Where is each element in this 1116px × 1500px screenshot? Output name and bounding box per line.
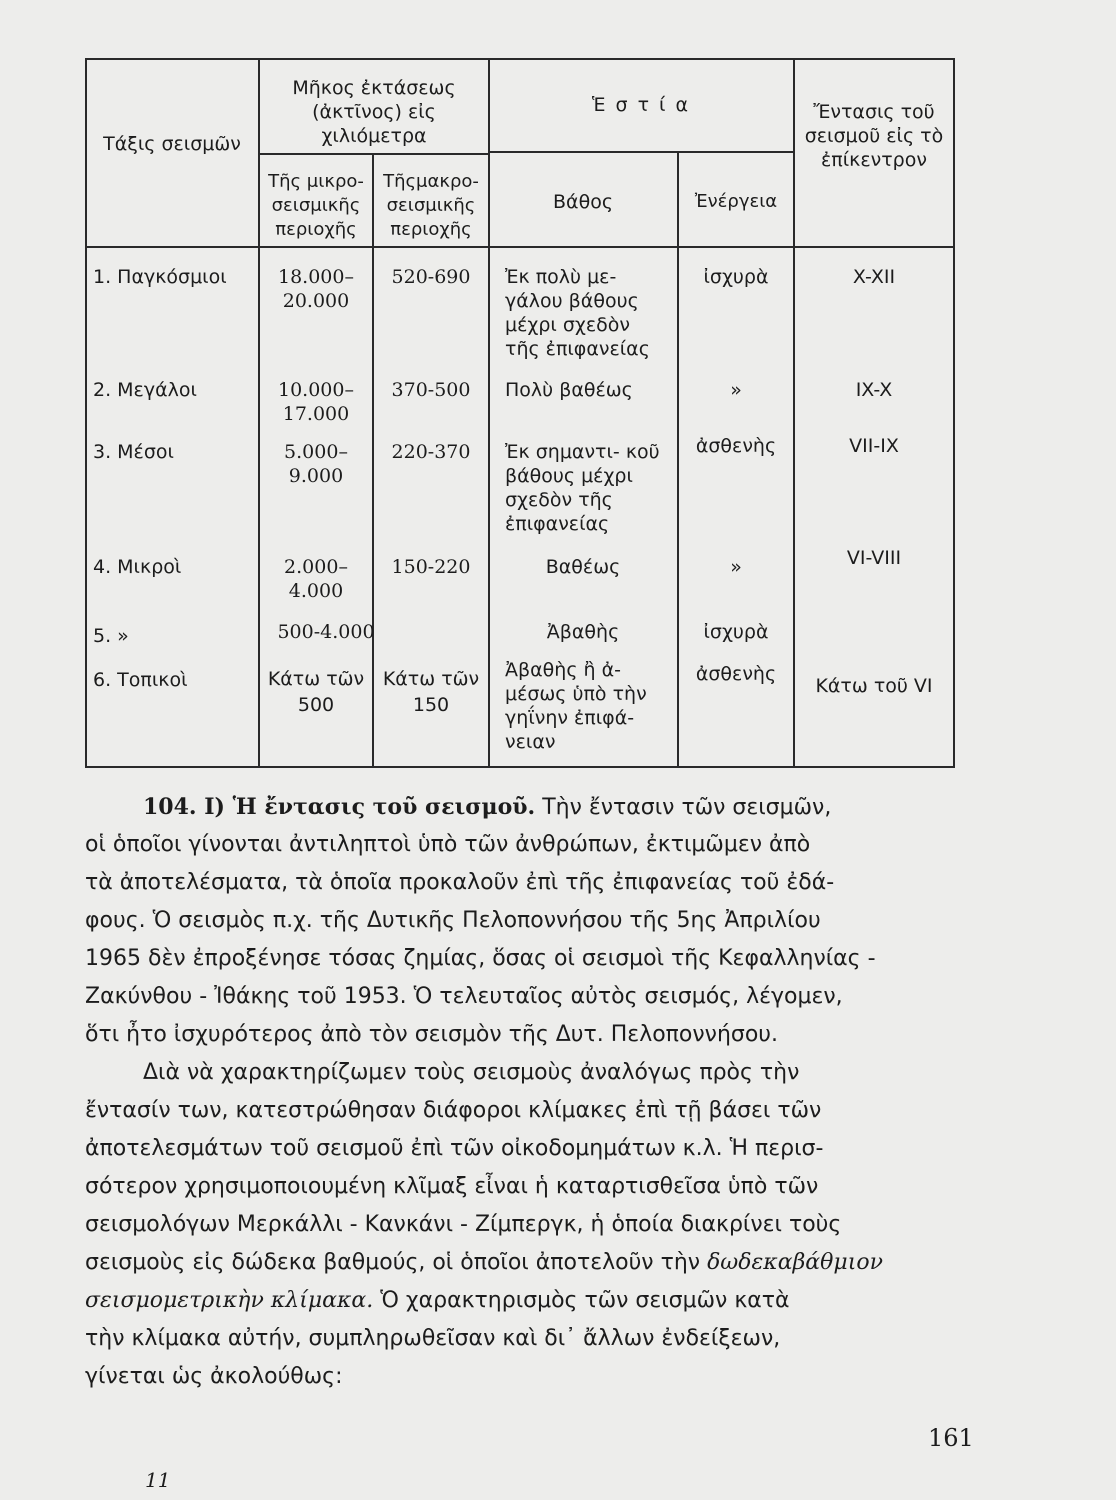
table-bottom-border: [85, 766, 955, 768]
paragraph-2-line-4: σότερον χρησιμοποιουμένη κλῖμαξ εἶναι ἡ καταρτισθεῖσα ὑπὸ τῶν: [85, 1174, 819, 1199]
paragraph-1-line-3: τὰ ἀποτελέσματα, τὰ ὁποῖα προκαλοῦν ἐπὶ τῆς ἐπιφανείας τοῦ ἐδά-: [85, 870, 835, 895]
row-2-entasis: IX-X: [855, 379, 893, 401]
row-5-vathos: Ἀβαθὴς: [546, 621, 620, 643]
table-right-border: [953, 58, 955, 768]
header-mikos: Μῆκος ἐκτάσεως (ἀκτῖνος) εἰς χιλιόμετρα: [292, 77, 456, 147]
row-2-vathos: Πολὺ βαθέως: [505, 379, 633, 401]
paragraph-1-line-4: φους. Ὁ σεισμὸς π.χ. τῆς Δυτικῆς Πελοποννήσου τῆς 5ης Ἀπριλίου: [85, 908, 821, 933]
paragraph-2-line-8: τὴν κλίμακα αὐτήν, συμπληρωθεῖσαν καὶ δι᾽ ἄλλων ἐνδείξεων,: [85, 1326, 781, 1351]
row-4-mikro: 2.000– 4.000: [284, 556, 348, 602]
paragraph-2-line-6: [85, 1244, 975, 1282]
row-3-vathos: Ἐκ σημαντι- κοῦ βάθους μέχρι σχεδὸν τῆς ἐπιφανείας: [505, 441, 660, 535]
col-line-4: [677, 153, 679, 768]
row-1-taxis: 1. Παγκόσμιοι: [93, 266, 227, 288]
section-heading: 104. I) Ἡ ἔντασις τοῦ σεισμοῦ.: [143, 794, 536, 820]
row-1-energeia: ἰσχυρὰ: [703, 266, 769, 288]
page-number: 161: [928, 1424, 974, 1452]
paragraph-2-line-5: σεισμολόγων Μερκάλλι - Κανκάνι - Ζίμπεργκ, ἡ ὁποία διακρίνει τοὺς: [85, 1212, 842, 1237]
col-line-1: [258, 58, 260, 768]
paragraph-1-line-7: ὅτι ἦτο ἰσχυρότερος ἀπὸ τὸν σεισμὸν τῆς Δυτ. Πελοποννήσου.: [85, 1022, 779, 1047]
row-1-vathos: Ἐκ πολὺ με- γάλου βάθους μέχρι σχεδὸν τῆς ἐπιφανείας: [505, 266, 650, 360]
paragraph-1-text-start: Τὴν ἔντασιν τῶν σεισμῶν,: [542, 795, 832, 820]
paragraph-2-line-1: Διὰ νὰ χαρακτηρίζωμεν τοὺς σεισμοὺς ἀναλόγως πρὸς τὴν: [143, 1060, 800, 1085]
row-3-taxis: 3. Μέσοι: [93, 441, 174, 463]
paragraph-1-line-6: Ζακύνθου - Ἰθάκης τοῦ 1953. Ὁ τελευταῖος αὐτὸς σεισμός, λέγομεν,: [85, 984, 843, 1009]
paragraph-2-line-7: [85, 1282, 975, 1320]
row-6-vathos: Ἀβαθὴς ἢ ἀ- μέσως ὑπὸ τὴν γηΐνην ἐπιφά- νειαν: [505, 659, 647, 753]
italic-term-dodekavathmion: δωδεκαβάθμιον: [707, 1250, 883, 1275]
row-6-energeia: ἀσθενὴς: [695, 663, 777, 685]
header-entasis: Ἔντασις τοῦ σεισμοῦ εἰς τὸ ἐπίκεντρον: [804, 101, 944, 171]
row-4-makro: 150-220: [391, 556, 471, 578]
seismic-classes-table: [85, 58, 955, 768]
row-5-taxis: 5. »: [93, 625, 129, 647]
paragraph-1-line-1: [85, 788, 975, 826]
row-6-makro: Κάτω τῶν 150: [382, 668, 480, 716]
row-1-entasis: X-XII: [852, 266, 896, 288]
row-2-mikro: 10.000– 17.000: [278, 379, 354, 425]
row-3-makro: 220-370: [391, 441, 471, 463]
row-5-energeia: ἰσχυρὰ: [703, 621, 769, 643]
header-estia: Ἑ σ τ ί α: [591, 94, 691, 116]
header-taxis: Τάξις σεισμῶν: [103, 133, 241, 155]
mikos-subheader-line: [258, 153, 490, 155]
paragraph-2-line-3: ἀποτελεσμάτων τοῦ σεισμοῦ ἐπὶ τῶν οἰκοδομημάτων κ.λ. Ἡ περισ-: [85, 1136, 824, 1161]
col-line-2: [372, 153, 374, 768]
estia-subheader-line: [488, 151, 795, 153]
table-left-border: [85, 58, 87, 768]
paragraph-1-line-5: 1965 δὲν ἐπροξένησε τόσας ζημίας, ὅσας οἱ σεισμοὶ τῆς Κεφαλληνίας -: [85, 946, 876, 971]
paragraph-scale: [85, 1054, 975, 1396]
row-4-vathos: Βαθέως: [545, 556, 621, 578]
header-separator: [85, 246, 955, 248]
paragraph-2-line-7-text: Ὁ χαρακτηρισμὸς τῶν σεισμῶν κατὰ: [380, 1288, 790, 1313]
signature-mark: 11: [145, 1468, 171, 1492]
row-2-energeia: »: [730, 379, 742, 401]
row-2-taxis: 2. Μεγάλοι: [93, 379, 197, 401]
row-1-mikro: 18.000– 20.000: [278, 266, 354, 312]
paragraph-2-line-9: γίνεται ὡς ἀκολούθως:: [85, 1364, 343, 1389]
row-3-energeia: ἀσθενὴς: [695, 435, 777, 457]
italic-term-seismometric-scale: σεισμομετρικὴν κλίμακα.: [85, 1288, 374, 1313]
header-vathos: Βάθος: [553, 191, 613, 213]
table-top-border: [85, 58, 955, 60]
row-5-mikro: 500-4.000: [277, 621, 375, 643]
row-2-makro: 370-500: [391, 379, 471, 401]
row-3-entasis: VII-IX: [849, 435, 899, 457]
row-6-mikro: Κάτω τῶν 500: [267, 668, 365, 716]
row-3-mikro: 5.000– 9.000: [284, 441, 348, 487]
row-1-makro: 520-690: [391, 266, 471, 288]
row-6-taxis: 6. Τοπικοὶ: [93, 669, 188, 691]
row-6-entasis: Κάτω τοῦ VI: [815, 675, 933, 697]
paragraph-1-line-2: οἱ ὁποῖοι γίνονται ἀντιληπτοὶ ὑπὸ τῶν ἀνθρώπων, ἐκτιμῶμεν ἀπὸ: [85, 832, 811, 857]
row-4-taxis: 4. Μικροὶ: [93, 556, 182, 578]
paragraph-2-line-2: ἔντασίν των, κατεστρώθησαν διάφοροι κλίμακες ἐπὶ τῇ βάσει τῶν: [85, 1098, 822, 1123]
header-mikro: Τῆς μικρο- σεισμικῆς περιοχῆς: [268, 171, 364, 240]
paragraph-intensity: [85, 788, 975, 1054]
col-line-5: [793, 58, 795, 768]
col-line-3: [488, 58, 490, 768]
row-4-entasis: VI-VIII: [846, 547, 902, 569]
row-4-energeia: »: [730, 556, 742, 578]
header-makro: Τῆςμακρο- σεισμικῆς περιοχῆς: [383, 171, 479, 240]
header-energeia: Ἐνέργεια: [694, 191, 778, 212]
paragraph-2-line-6-text: σεισμοὺς εἰς δώδεκα βαθμούς, οἱ ὁποῖοι ἀποτελοῦν τὴν: [85, 1250, 701, 1275]
